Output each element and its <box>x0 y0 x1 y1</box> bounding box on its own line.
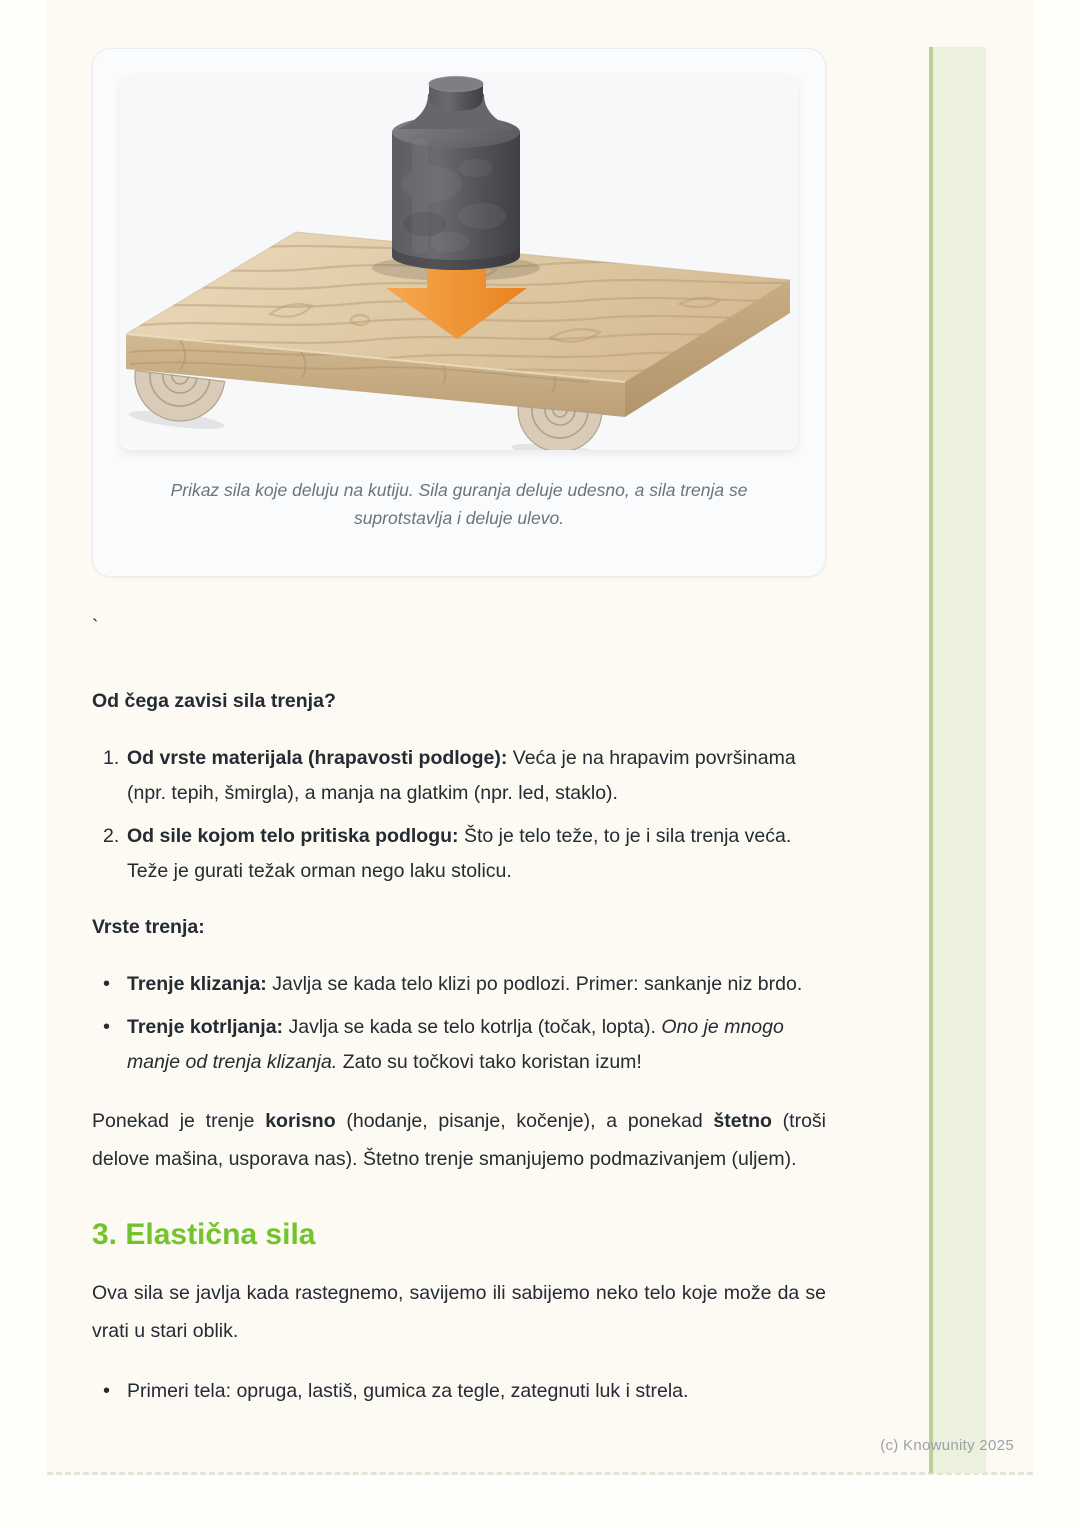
list-item-text: Trenje klizanja: Javlja se kada telo klizi po podlozi. Primer: sankanje niz brdo. <box>127 973 803 995</box>
list-item-text: Primeri tela: opruga, lastiš, gumica za tegle, zategnuti luk i strela. <box>127 1380 689 1402</box>
section-heading-elastic-force: 3. Elastična sila <box>92 1218 316 1251</box>
list-item-text: Od sile kojom telo pritiska podlogu: Što je telo teže, to je i sila trenja veća. Teže je gurati težak orman nego laku stolicu. <box>127 825 792 882</box>
list-item-text: Od vrste materijala (hrapavosti podloge): Veća je na hrapavim površinama (npr. tepih, šmirgla), a manja na glatkim (npr. led, staklo). <box>127 747 796 804</box>
bullet-marker: • <box>103 1016 111 1038</box>
elastic-examples-list <box>92 1374 826 1409</box>
elastic-force-intro: Ova sila se javlja kada rastegnemo, savijemo ili sabijemo neko telo koje može da se vrati u stari oblik. <box>92 1282 826 1342</box>
list-item <box>92 1010 826 1080</box>
list-item-text: Trenje kotrljanja: Javlja se kada se telo kotrlja (točak, lopta). Ono je mnogo manje od trenja klizanja. Zato su točkovi tako koristan izum! <box>127 1016 784 1073</box>
usefulness-paragraph: Ponekad je trenje korisno (hodanje, pisanje, kočenje), a ponekad štetno (troši delove mašina, usporava nas). Štetno trenje smanjujemo podmazivanjem (uljem). <box>92 1110 826 1170</box>
friction-factors-list <box>92 741 826 889</box>
bullet-marker: • <box>103 1380 111 1402</box>
list-item <box>92 1374 826 1409</box>
list-number: 2. <box>103 825 120 847</box>
friction-question-heading: Od čega zavisi sila trenja? <box>92 690 336 712</box>
copyright-watermark: (c) Knowunity 2025 <box>880 1437 1014 1454</box>
list-item <box>92 819 826 889</box>
figure-caption: Prikaz sila koje deluju na kutiju. Sila guranja deluje udesno, a sila trenja se suprotstavlja i deluje ulevo. <box>170 480 748 528</box>
figure-card <box>92 48 826 577</box>
bullet-marker: • <box>103 973 111 995</box>
friction-illustration <box>120 76 798 450</box>
list-number: 1. <box>103 747 120 769</box>
list-item <box>92 741 826 811</box>
list-item <box>92 967 826 1002</box>
figure-illustration <box>120 76 798 450</box>
friction-types-heading: Vrste trenja: <box>92 916 205 938</box>
notebook-margin-strip <box>929 47 986 1473</box>
stray-backtick: ` <box>92 617 99 638</box>
friction-types-list <box>92 967 826 1080</box>
document-content <box>92 48 826 1409</box>
